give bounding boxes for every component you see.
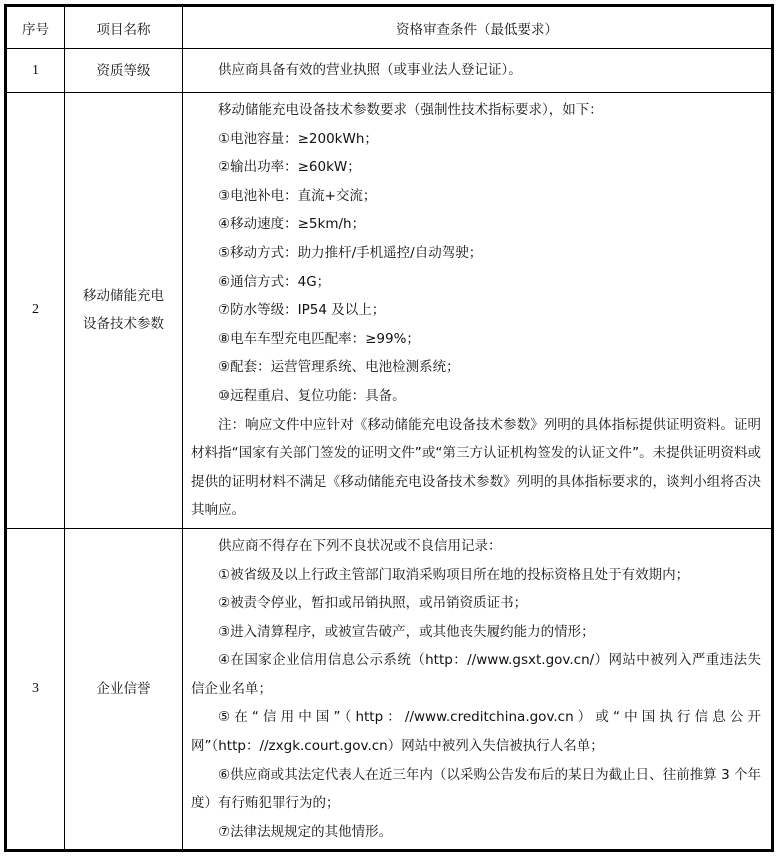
- header-serial-number: 序号: [6, 6, 65, 49]
- spec-item: ⑦防水等级：IP54 及以上；: [218, 302, 386, 319]
- spec-item: ④移动速度：≥5km/h；: [218, 216, 366, 233]
- spec-item: ①电池容量：≥200kWh；: [218, 130, 378, 147]
- condition-intro: 供应商不得存在下列不良状况或不良信用记录：: [218, 537, 502, 554]
- row-serial-number: 1: [6, 49, 65, 93]
- table-row: [6, 93, 773, 529]
- row-condition: [183, 93, 773, 529]
- condition-intro: 移动储能充电设备技术参数要求（强制性技术指标要求），如下：: [218, 102, 603, 118]
- table-row: [6, 49, 773, 93]
- credit-item: ⑤在“信用中国”（http：//www.creditchina.gov.cn）或“中国执行信息公开网”（http：//zxgk.court.gov.cn）网站中被列入失信被执行人名单；: [191, 709, 761, 755]
- header-item-name: 项目名称: [65, 6, 183, 49]
- row-item-name: [65, 528, 183, 851]
- spec-item: ⑤移动方式：助力推杆/手机遥控/自动驾驶；: [218, 244, 483, 261]
- credit-item: ⑦法律法规规定的其他情形。: [218, 823, 393, 840]
- item-name-line: 资质等级: [96, 62, 151, 79]
- row-serial-number: 3: [6, 528, 65, 851]
- spec-item: ⑧电车车型充电匹配率：≥99%；: [218, 330, 420, 347]
- row-condition: [183, 49, 773, 93]
- item-name-line: 设备技术参数: [83, 316, 164, 333]
- spec-item: ⑥通信方式：4G；: [218, 273, 331, 290]
- row-item-name: [65, 93, 183, 529]
- credit-item: ④在国家企业信用信息公示系统（http：//www.gsxt.gov.cn/）网站中被列入严重违法失信企业名单；: [191, 652, 761, 697]
- row-condition: [183, 528, 773, 851]
- condition-line: 供应商具备有效的营业执照（或事业法人登记证）。: [218, 62, 522, 79]
- row-serial-number: 2: [6, 93, 65, 529]
- credit-item: ①被省级及以上行政主管部门取消采购项目所在地的投标资格且处于有效期内；: [218, 566, 690, 583]
- credit-item: ②被责令停业，暂扣或吊销执照，或吊销资质证书；: [218, 595, 528, 612]
- spec-item: ③电池补电：直流+交流；: [218, 187, 377, 204]
- credit-item: ③进入清算程序，或被宣告破产，或其他丧失履约能力的情形；: [218, 623, 595, 640]
- qualification-review-table: [4, 4, 774, 852]
- credit-item: ⑥供应商或其法定代表人在近三年内（以采购公告发布后的某日为截止日、往前推算 3 个年度）有行贿犯罪行为的；: [191, 766, 761, 812]
- table-header-row: [6, 6, 773, 49]
- row-item-name: [65, 49, 183, 93]
- header-review-condition: 资格审查条件（最低要求）: [183, 6, 773, 49]
- table-row: [6, 528, 773, 851]
- item-name-line: 企业信誉: [96, 681, 151, 698]
- note-paragraph: 注：响应文件中应针对《移动储能充电设备技术参数》列明的具体指标提供证明资料。证明材料指“国家有关部门签发的证明文件”或“第三方认证机构签发的认证文件”。未提供证明资料或提供的证明材料不满足《移动储能充电设备技术参数》列明的具体指标要求的，谈判小组将否决其响应。: [191, 416, 761, 519]
- item-name-line: 移动储能充电: [83, 288, 164, 305]
- spec-item: ⑩远程重启、复位功能：具备。: [218, 387, 406, 404]
- spec-item: ②输出功率：≥60kW；: [218, 159, 361, 176]
- spec-item: ⑨配套：运营管理系统、电池检测系统；: [218, 359, 460, 376]
